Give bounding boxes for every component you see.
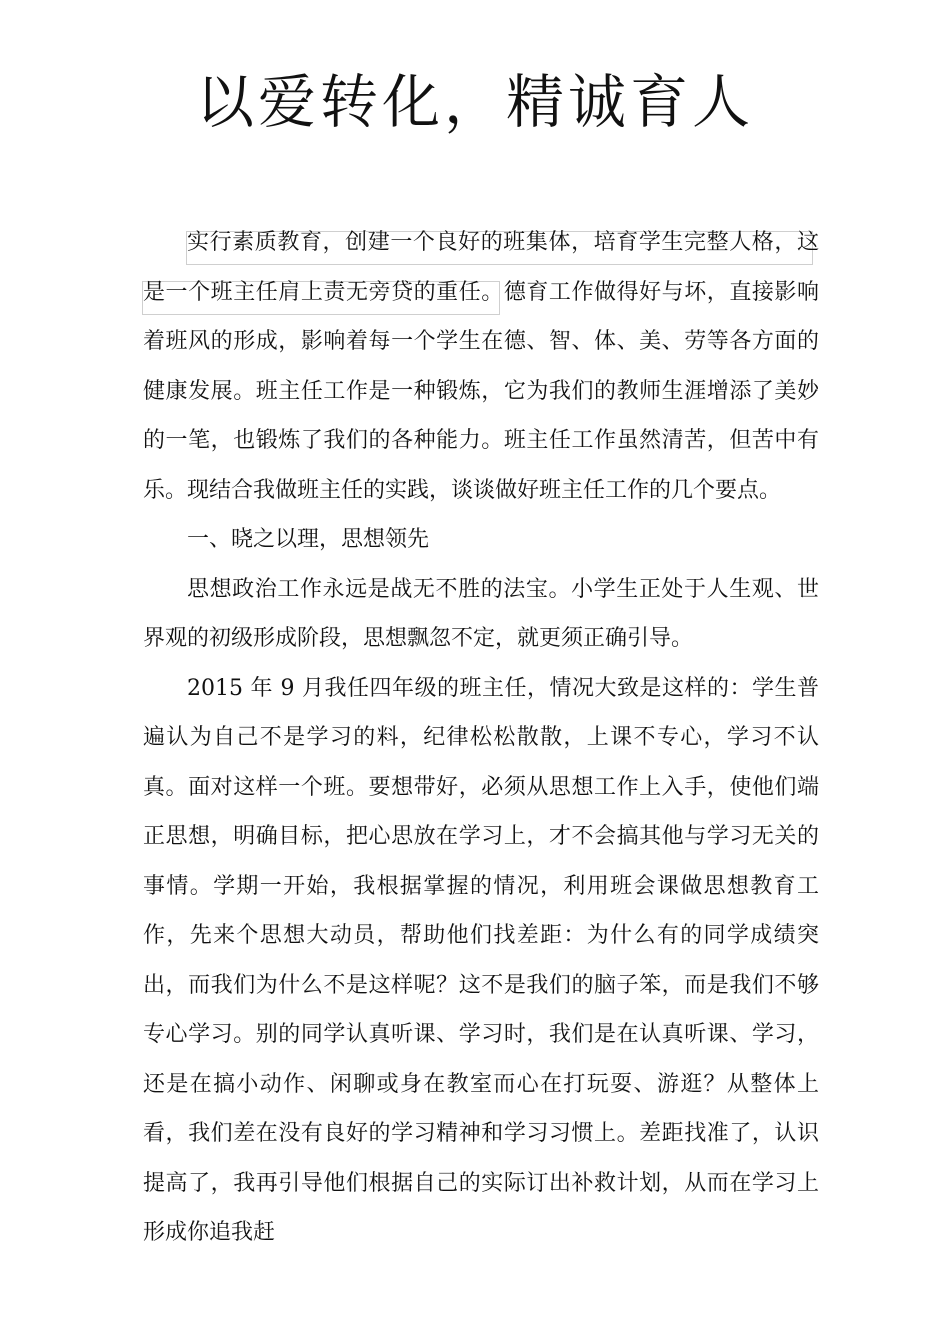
document-body [143, 218, 819, 1258]
paragraph-2015-class: 2015 年 9 月我任四年级的班主任，情况大致是这样的：学生普遍认为自己不是学习的料，纪律松松散散，上课不专心，学习不认真。面对这样一个班。要想带好，必须从思想工作上入手，使他们端正思想，明确目标，把心思放在学习上，才不会搞其他与学习无关的事情。学期一开始，我根据掌握的情况，利用班会课做思想教育工作，先来个思想大动员，帮助他们找差距：为什么有的同学成绩突出，而我们为什么不是这样呢？这不是我们的脑子笨，而是我们不够专心学习。别的同学认真听课、学习时，我们是在认真听课、学习，还是在搞小动作、闲聊或身在教室而心在打玩耍、游逛？从整体上看，我们差在没有良好的学习精神和学习习惯上。差距找准了，认识提高了，我再引导他们根据自己的实际订出补救计划，从而在学习上形成你追我赶 [143, 675, 819, 1245]
paragraph-intro: 实行素质教育，创建一个良好的班集体，培育学生完整人格，这是一个班主任肩上责无旁贷的重任。德育工作做得好与坏，直接影响着班风的形成，影响着每一个学生在德、智、体、美、劳等各方面的健康发展。班主任工作是一种锻炼，它为我们的教师生涯增添了美妙的一笔，也锻炼了我们的各种能力。班主任工作虽然清苦，但苦中有乐。现结合我做班主任的实践，谈谈做好班主任工作的几个要点。 [143, 230, 819, 503]
document-title: 以爱转化，精诚育人 [195, 68, 754, 136]
section-heading-1: 一、晓之以理，思想领先 [187, 527, 430, 552]
paragraph-thought-work: 思想政治工作永远是战无不胜的法宝。小学生正处于人生观、世界观的初级形成阶段，思想飘忽不定，就更须正确引导。 [143, 576, 819, 651]
